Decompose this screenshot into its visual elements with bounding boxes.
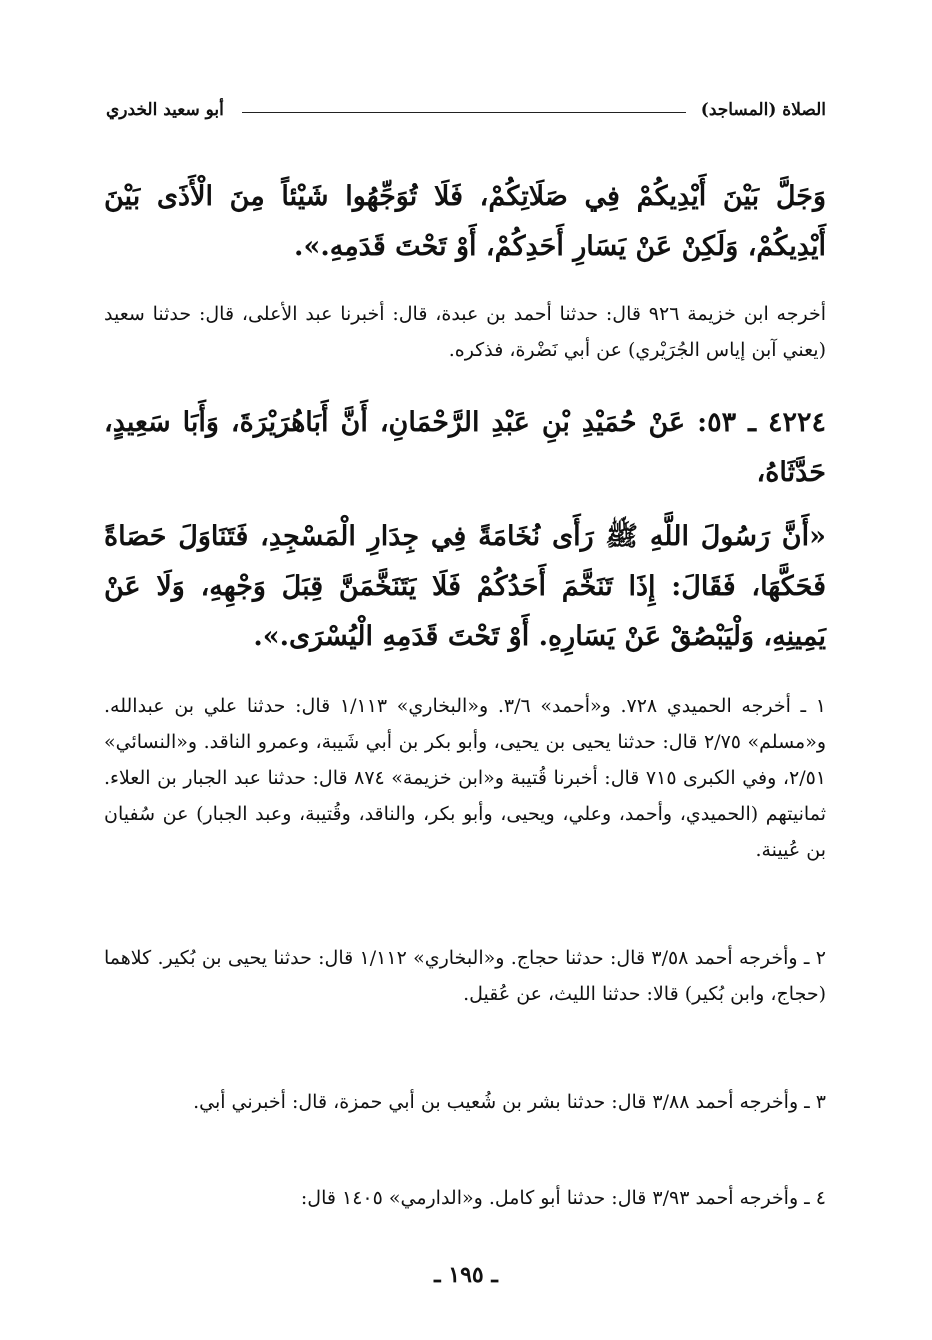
footnote-4: ٤ ـ وأخرجه أحمد ٣/٩٣ قال: حدثنا أبو كامل. و«الدارمي» ١٤٠٥ قال: (300, 1187, 826, 1209)
footnote-1: ١ ـ أخرجه الحميدي ٧٢٨. و«أحمد» ٣/٦. و«البخاري» ١/١١٣ قال: حدثنا علي بن عبدالله. و«مسلم» ٢/٧٥ قال: حدثنا يحيى بن يحيى، وأبو بكر بن أبي شَيبة، وعمرو الناقد. و«النسائي» ٢/٥١، وفي الكبرى ٧١٥ قال: أخبرنا قُتيبة و«ابن خزيمة» ٨٧٤ قال: حدثنا عبد الجبار بن العلاء. ثمانيتهم (الحميدي، وأحمد، وعلي، ويحيى، وأبو بكر، والناقد، وقُتيبة، وعبد الجبار) عن سُفيان بن عُيينة. (104, 695, 827, 861)
page-number: ـ ١٩٥ ـ (434, 1262, 498, 1288)
running-header (106, 100, 826, 130)
hadith-text-continuation: وَجَلَّ بَيْنَ أَيْدِيكُمْ فِي صَلَاتِكُمْ، فَلَا تُوَجِّهُوا شَيْئاً مِنَ الْأَذَى بَيْنَ أَيْدِيكُمْ، وَلَكِنْ عَنْ يَسَارِ أَحَدِكُمْ، أَوْ تَحْتَ قَدَمِهِ.». (104, 181, 826, 262)
hadith-text: «أَنَّ رَسُولَ اللَّهِ ﷺ رَأَى نُخَامَةً فِي جِدَارِ الْمَسْجِدِ، فَتَنَاوَلَ حَصَاةً فَحَكَّهَا، فَقَالَ: إِذَا تَنَخَّمَ أَحَدُكُمْ فَلَا يَتَنَخَّمَنَّ قِبَلَ وَجْهِهِ، وَلَا عَنْ يَمِينِهِ، وَلْيَبْصُقْ عَنْ يَسَارِهِ. أَوْ تَحْتَ قَدَمِهِ الْيُسْرَى.». (104, 521, 826, 652)
hadith-heading: ٤٢٢٤ ـ ٥٣: عَنْ حُمَيْدِ بْنِ عَبْدِ الرَّحْمَانِ، أَنَّ أَبَاهُرَيْرَةَ، وَأَبَا سَعِيدٍ، حَدَّثَاهُ، (104, 407, 826, 488)
footnote-3: ٣ ـ وأخرجه أحمد ٣/٨٨ قال: حدثنا بشر بن شُعيب بن أبي حمزة، قال: أخبرني أبي. (193, 1091, 826, 1113)
section-title: الصلاة (المساجد) (700, 100, 826, 120)
takhrij-note: أخرجه ابن خزيمة ٩٢٦ قال: حدثنا أحمد بن عبدة، قال: أخبرنا عبد الأعلى، قال: حدثنا سعيد (يعني آبن إياس الجُرَيْري) عن أبي نَضْرة، فذكره. (104, 303, 827, 361)
footnote-2: ٢ ـ وأخرجه أحمد ٣/٥٨ قال: حدثنا حجاج. و«البخاري» ١/١١٢ قال: حدثنا يحيى بن بُكير. كلاهما (حجاج، وابن بُكير) قالا: حدثنا الليث، عن عُقيل. (104, 947, 827, 1005)
narrator-title: أبو سعيد الخدري (106, 100, 224, 120)
header-rule (242, 112, 686, 113)
